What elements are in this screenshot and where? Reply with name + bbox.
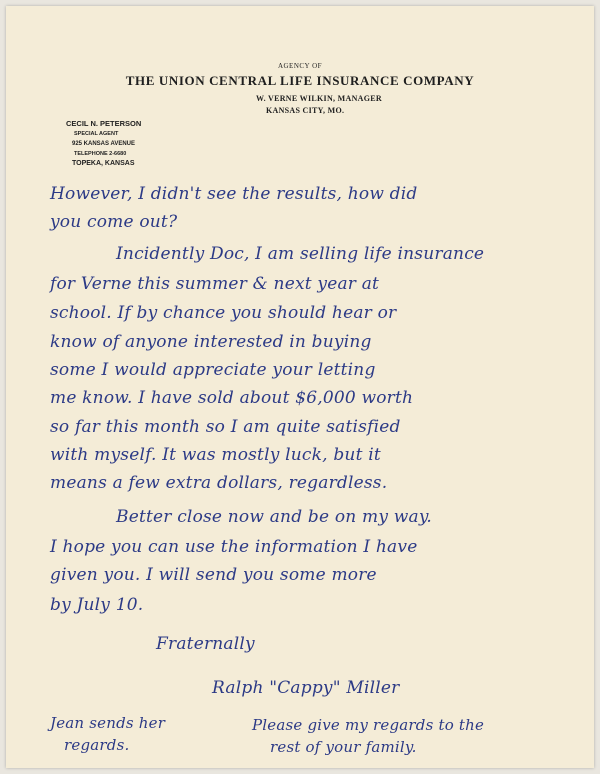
- letterhead-manager: W. VERNE WILKIN, MANAGER: [256, 94, 382, 103]
- body-line-14: given you. I will send you some more: [50, 565, 377, 585]
- body-line-7: some I would appreciate your letting: [50, 360, 376, 380]
- body-line-15: by July 10.: [50, 595, 144, 615]
- agent-telephone: TELEPHONE 2-6680: [74, 151, 127, 157]
- body-line-10: with myself. It was mostly luck, but it: [50, 445, 381, 465]
- body-line-2: you come out?: [50, 212, 178, 232]
- postscript-right-line-1: Please give my regards to the: [252, 716, 485, 734]
- closing-salutation: Fraternally: [156, 634, 255, 654]
- agent-block: [66, 119, 196, 169]
- signature: Ralph "Cappy" Miller: [212, 678, 400, 698]
- agent-address: 925 KANSAS AVENUE: [72, 141, 136, 147]
- body-line-1: However, I didn't see the results, how did: [50, 184, 418, 204]
- agent-name: CECIL N. PETERSON: [66, 119, 142, 128]
- letterhead-city: KANSAS CITY, MO.: [266, 106, 345, 115]
- postscript-left-line-1: Jean sends her: [50, 714, 166, 732]
- body-line-8: me know. I have sold about $6,000 worth: [50, 388, 414, 408]
- letterhead-agency-of: AGENCY OF: [277, 62, 323, 70]
- body-line-5: school. If by chance you should hear or: [50, 303, 397, 323]
- agent-city: TOPEKA, KANSAS: [72, 160, 135, 167]
- letterhead-company-name: THE UNION CENTRAL LIFE INSURANCE COMPANY: [125, 73, 475, 88]
- body-line-4: for Verne this summer & next year at: [50, 274, 380, 294]
- body-line-9: so far this month so I am quite satisfied: [50, 417, 401, 437]
- body-line-3: Incidently Doc, I am selling life insurance: [116, 244, 485, 264]
- postscript-right-line-2: rest of your family.: [270, 738, 417, 756]
- body-line-11: means a few extra dollars, regardless.: [50, 473, 388, 493]
- postscript-left-line-2: regards.: [64, 736, 130, 754]
- letter-page: [6, 6, 594, 768]
- agent-title: SPECIAL AGENT: [74, 131, 119, 137]
- body-line-13: I hope you can use the information I have: [50, 537, 418, 557]
- body-line-6: know of anyone interested in buying: [50, 332, 372, 352]
- body-line-12: Better close now and be on my way.: [116, 507, 432, 527]
